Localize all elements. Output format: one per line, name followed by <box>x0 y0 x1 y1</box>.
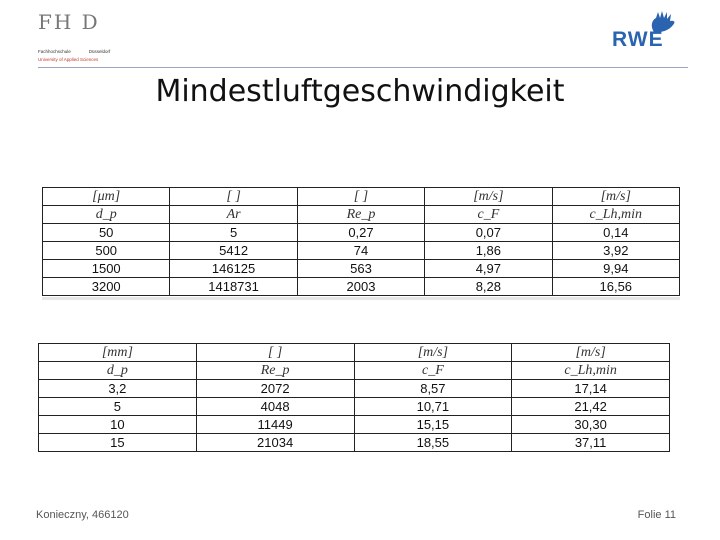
table-cell: 5 <box>39 398 197 416</box>
table-cell: 5412 <box>170 242 297 260</box>
table-symbols-row <box>39 362 670 380</box>
fhd-sub-left: Fachhochschule <box>38 49 71 54</box>
table-cell: 17,14 <box>512 380 670 398</box>
unit-cell: [m/s] <box>354 344 512 362</box>
table-cell: 10,71 <box>354 398 512 416</box>
table-cell: 11449 <box>196 416 354 434</box>
table-symbols-row <box>43 206 680 224</box>
table-cell: 10 <box>39 416 197 434</box>
table-cell: 15 <box>39 434 197 452</box>
symbol-cell: d_p <box>43 206 170 224</box>
table-cell: 18,55 <box>354 434 512 452</box>
table-cell: 3200 <box>43 278 170 296</box>
unit-cell: [m/s] <box>552 188 679 206</box>
footer-author: Konieczny, 466120 <box>36 509 129 521</box>
fhd-logo: FH D <box>38 10 100 34</box>
table-cell: 37,11 <box>512 434 670 452</box>
unit-cell: [μm] <box>43 188 170 206</box>
table-row <box>39 380 670 398</box>
table1-shadow <box>42 297 680 300</box>
table-cell: 74 <box>297 242 424 260</box>
table-cell: 3,92 <box>552 242 679 260</box>
table-cell: 21,42 <box>512 398 670 416</box>
unit-cell: [ ] <box>196 344 354 362</box>
symbol-cell: c_F <box>354 362 512 380</box>
table-cell: 0,07 <box>425 224 552 242</box>
table-cell: 50 <box>43 224 170 242</box>
table-cell: 21034 <box>196 434 354 452</box>
unit-cell: [ ] <box>170 188 297 206</box>
symbol-cell: c_Lh,min <box>552 206 679 224</box>
table-cell: 1418731 <box>170 278 297 296</box>
symbol-cell: Re_p <box>297 206 424 224</box>
unit-cell: [m/s] <box>425 188 552 206</box>
symbol-cell: d_p <box>39 362 197 380</box>
table-cell: 0,14 <box>552 224 679 242</box>
symbol-cell: Ar <box>170 206 297 224</box>
symbol-cell: c_Lh,min <box>512 362 670 380</box>
table-cell: 8,57 <box>354 380 512 398</box>
rwe-logo: RWE <box>612 28 664 51</box>
table-cell: 1,86 <box>425 242 552 260</box>
header-divider <box>38 67 688 68</box>
fhd-university: University of Applied Sciences <box>38 57 99 62</box>
table-row <box>43 278 680 296</box>
table-cell: 9,94 <box>552 260 679 278</box>
table-cell: 15,15 <box>354 416 512 434</box>
table-cell: 500 <box>43 242 170 260</box>
table-cell: 3,2 <box>39 380 197 398</box>
table-cell: 0,27 <box>297 224 424 242</box>
table-cell: 8,28 <box>425 278 552 296</box>
table-row <box>39 434 670 452</box>
table-cell: 4048 <box>196 398 354 416</box>
table-cell: 30,30 <box>512 416 670 434</box>
table-row <box>43 224 680 242</box>
symbol-cell: Re_p <box>196 362 354 380</box>
table-cell: 2072 <box>196 380 354 398</box>
table-row <box>43 260 680 278</box>
table-cell: 5 <box>170 224 297 242</box>
table-cell: 4,97 <box>425 260 552 278</box>
unit-cell: [ ] <box>297 188 424 206</box>
table-cell: 2003 <box>297 278 424 296</box>
table-cell: 1500 <box>43 260 170 278</box>
fhd-sub-right: Düsseldorf <box>88 49 111 54</box>
table-units-row <box>39 344 670 362</box>
table-particle-micrometer <box>42 187 680 296</box>
unit-cell: [m/s] <box>512 344 670 362</box>
table-row <box>39 398 670 416</box>
symbol-cell: c_F <box>425 206 552 224</box>
table-units-row <box>43 188 680 206</box>
table-row <box>39 416 670 434</box>
fhd-subtitle <box>38 49 110 54</box>
table-cell: 16,56 <box>552 278 679 296</box>
unit-cell: [mm] <box>39 344 197 362</box>
table-particle-millimeter <box>38 343 670 452</box>
table-cell: 146125 <box>170 260 297 278</box>
table-row <box>43 242 680 260</box>
page-title: Mindestluftgeschwindigkeit <box>155 74 565 109</box>
footer-slide-number: Folie 11 <box>637 509 676 521</box>
table-cell: 563 <box>297 260 424 278</box>
